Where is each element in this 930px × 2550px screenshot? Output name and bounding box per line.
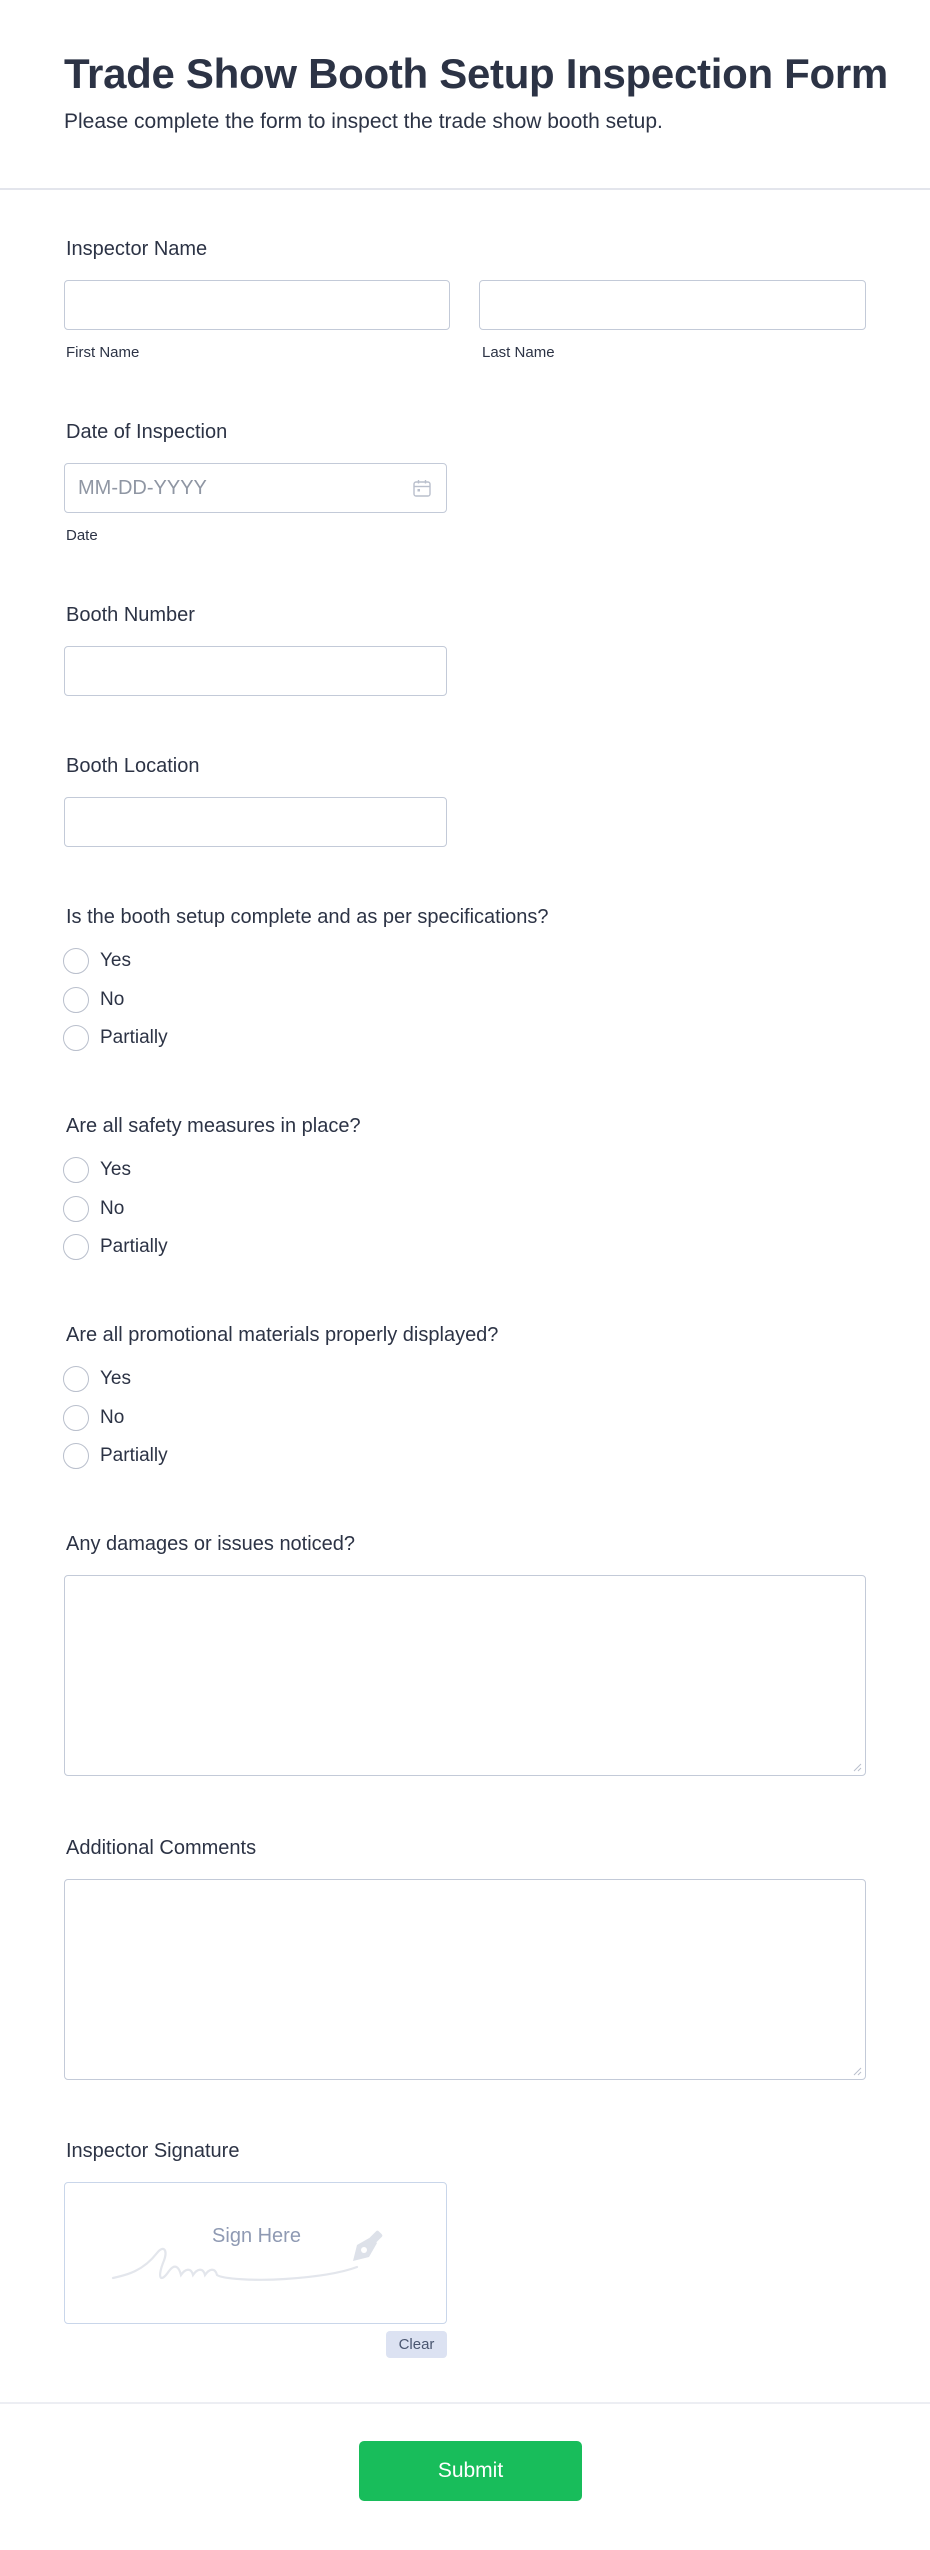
- radio-button[interactable]: [63, 1025, 89, 1051]
- radio-label[interactable]: Partially: [100, 1027, 168, 1048]
- last-name-input[interactable]: [479, 280, 866, 330]
- form-title: Trade Show Booth Setup Inspection Form: [64, 50, 888, 97]
- radio-button[interactable]: [63, 1157, 89, 1183]
- signature-scribble-icon: [65, 2183, 447, 2324]
- radio-label[interactable]: Yes: [100, 950, 131, 971]
- submit-button[interactable]: Submit: [359, 2441, 582, 2501]
- booth-number-input[interactable]: [64, 646, 447, 696]
- radio-button[interactable]: [63, 1366, 89, 1392]
- resize-handle-icon[interactable]: [852, 2066, 862, 2076]
- radio-label[interactable]: Yes: [100, 1159, 131, 1180]
- inspector-name-label: Inspector Name: [66, 238, 208, 260]
- form-header: [0, 0, 930, 190]
- resize-handle-icon[interactable]: [852, 1762, 862, 1772]
- additional-comments-textarea[interactable]: [64, 1879, 866, 2080]
- radio-label[interactable]: No: [100, 989, 125, 1010]
- setup-complete-option-yes[interactable]: [63, 947, 131, 975]
- inspector-signature-label: Inspector Signature: [66, 2140, 240, 2162]
- additional-comments-label: Additional Comments: [66, 1837, 257, 1859]
- first-name-sublabel: First Name: [66, 344, 140, 361]
- pen-nib-icon: [347, 2227, 387, 2267]
- first-name-input[interactable]: [64, 280, 450, 330]
- radio-button[interactable]: [63, 1443, 89, 1469]
- radio-label[interactable]: Yes: [100, 1368, 131, 1389]
- radio-label[interactable]: Partially: [100, 1236, 168, 1257]
- clear-signature-button[interactable]: Clear: [386, 2331, 447, 2358]
- setup-complete-question: Is the booth setup complete and as per specifications?: [66, 906, 549, 928]
- promotional-materials-option-yes[interactable]: [63, 1365, 131, 1393]
- date-of-inspection-label: Date of Inspection: [66, 421, 228, 443]
- radio-button[interactable]: [63, 1196, 89, 1222]
- radio-button[interactable]: [63, 1234, 89, 1260]
- radio-button[interactable]: [63, 1405, 89, 1431]
- radio-label[interactable]: No: [100, 1198, 125, 1219]
- radio-button[interactable]: [63, 948, 89, 974]
- promotional-materials-option-partially[interactable]: [63, 1442, 168, 1470]
- last-name-sublabel: Last Name: [482, 344, 555, 361]
- date-sublabel: Date: [66, 527, 98, 544]
- safety-measures-option-no[interactable]: [63, 1195, 124, 1223]
- booth-location-input[interactable]: [64, 797, 447, 847]
- setup-complete-option-no[interactable]: [63, 986, 124, 1014]
- calendar-icon[interactable]: [412, 478, 432, 498]
- signature-placeholder: Sign Here: [212, 2225, 301, 2247]
- safety-measures-option-partially[interactable]: [63, 1233, 168, 1261]
- damages-textarea[interactable]: [64, 1575, 866, 1776]
- setup-complete-option-partially[interactable]: [63, 1024, 168, 1052]
- date-placeholder: MM-DD-YYYY: [78, 476, 207, 499]
- signature-pad[interactable]: [64, 2182, 447, 2324]
- radio-button[interactable]: [63, 987, 89, 1013]
- date-input[interactable]: [64, 463, 447, 513]
- radio-label[interactable]: No: [100, 1407, 125, 1428]
- promotional-materials-option-no[interactable]: [63, 1404, 124, 1432]
- promotional-materials-question: Are all promotional materials properly displayed?: [66, 1324, 499, 1346]
- footer-divider: [0, 2402, 930, 2404]
- safety-measures-option-yes[interactable]: [63, 1156, 131, 1184]
- booth-number-label: Booth Number: [66, 604, 195, 626]
- form-subtitle: Please complete the form to inspect the trade show booth setup.: [64, 110, 663, 133]
- safety-measures-question: Are all safety measures in place?: [66, 1115, 361, 1137]
- radio-label[interactable]: Partially: [100, 1445, 168, 1466]
- damages-label: Any damages or issues noticed?: [66, 1533, 356, 1555]
- booth-location-label: Booth Location: [66, 755, 200, 777]
